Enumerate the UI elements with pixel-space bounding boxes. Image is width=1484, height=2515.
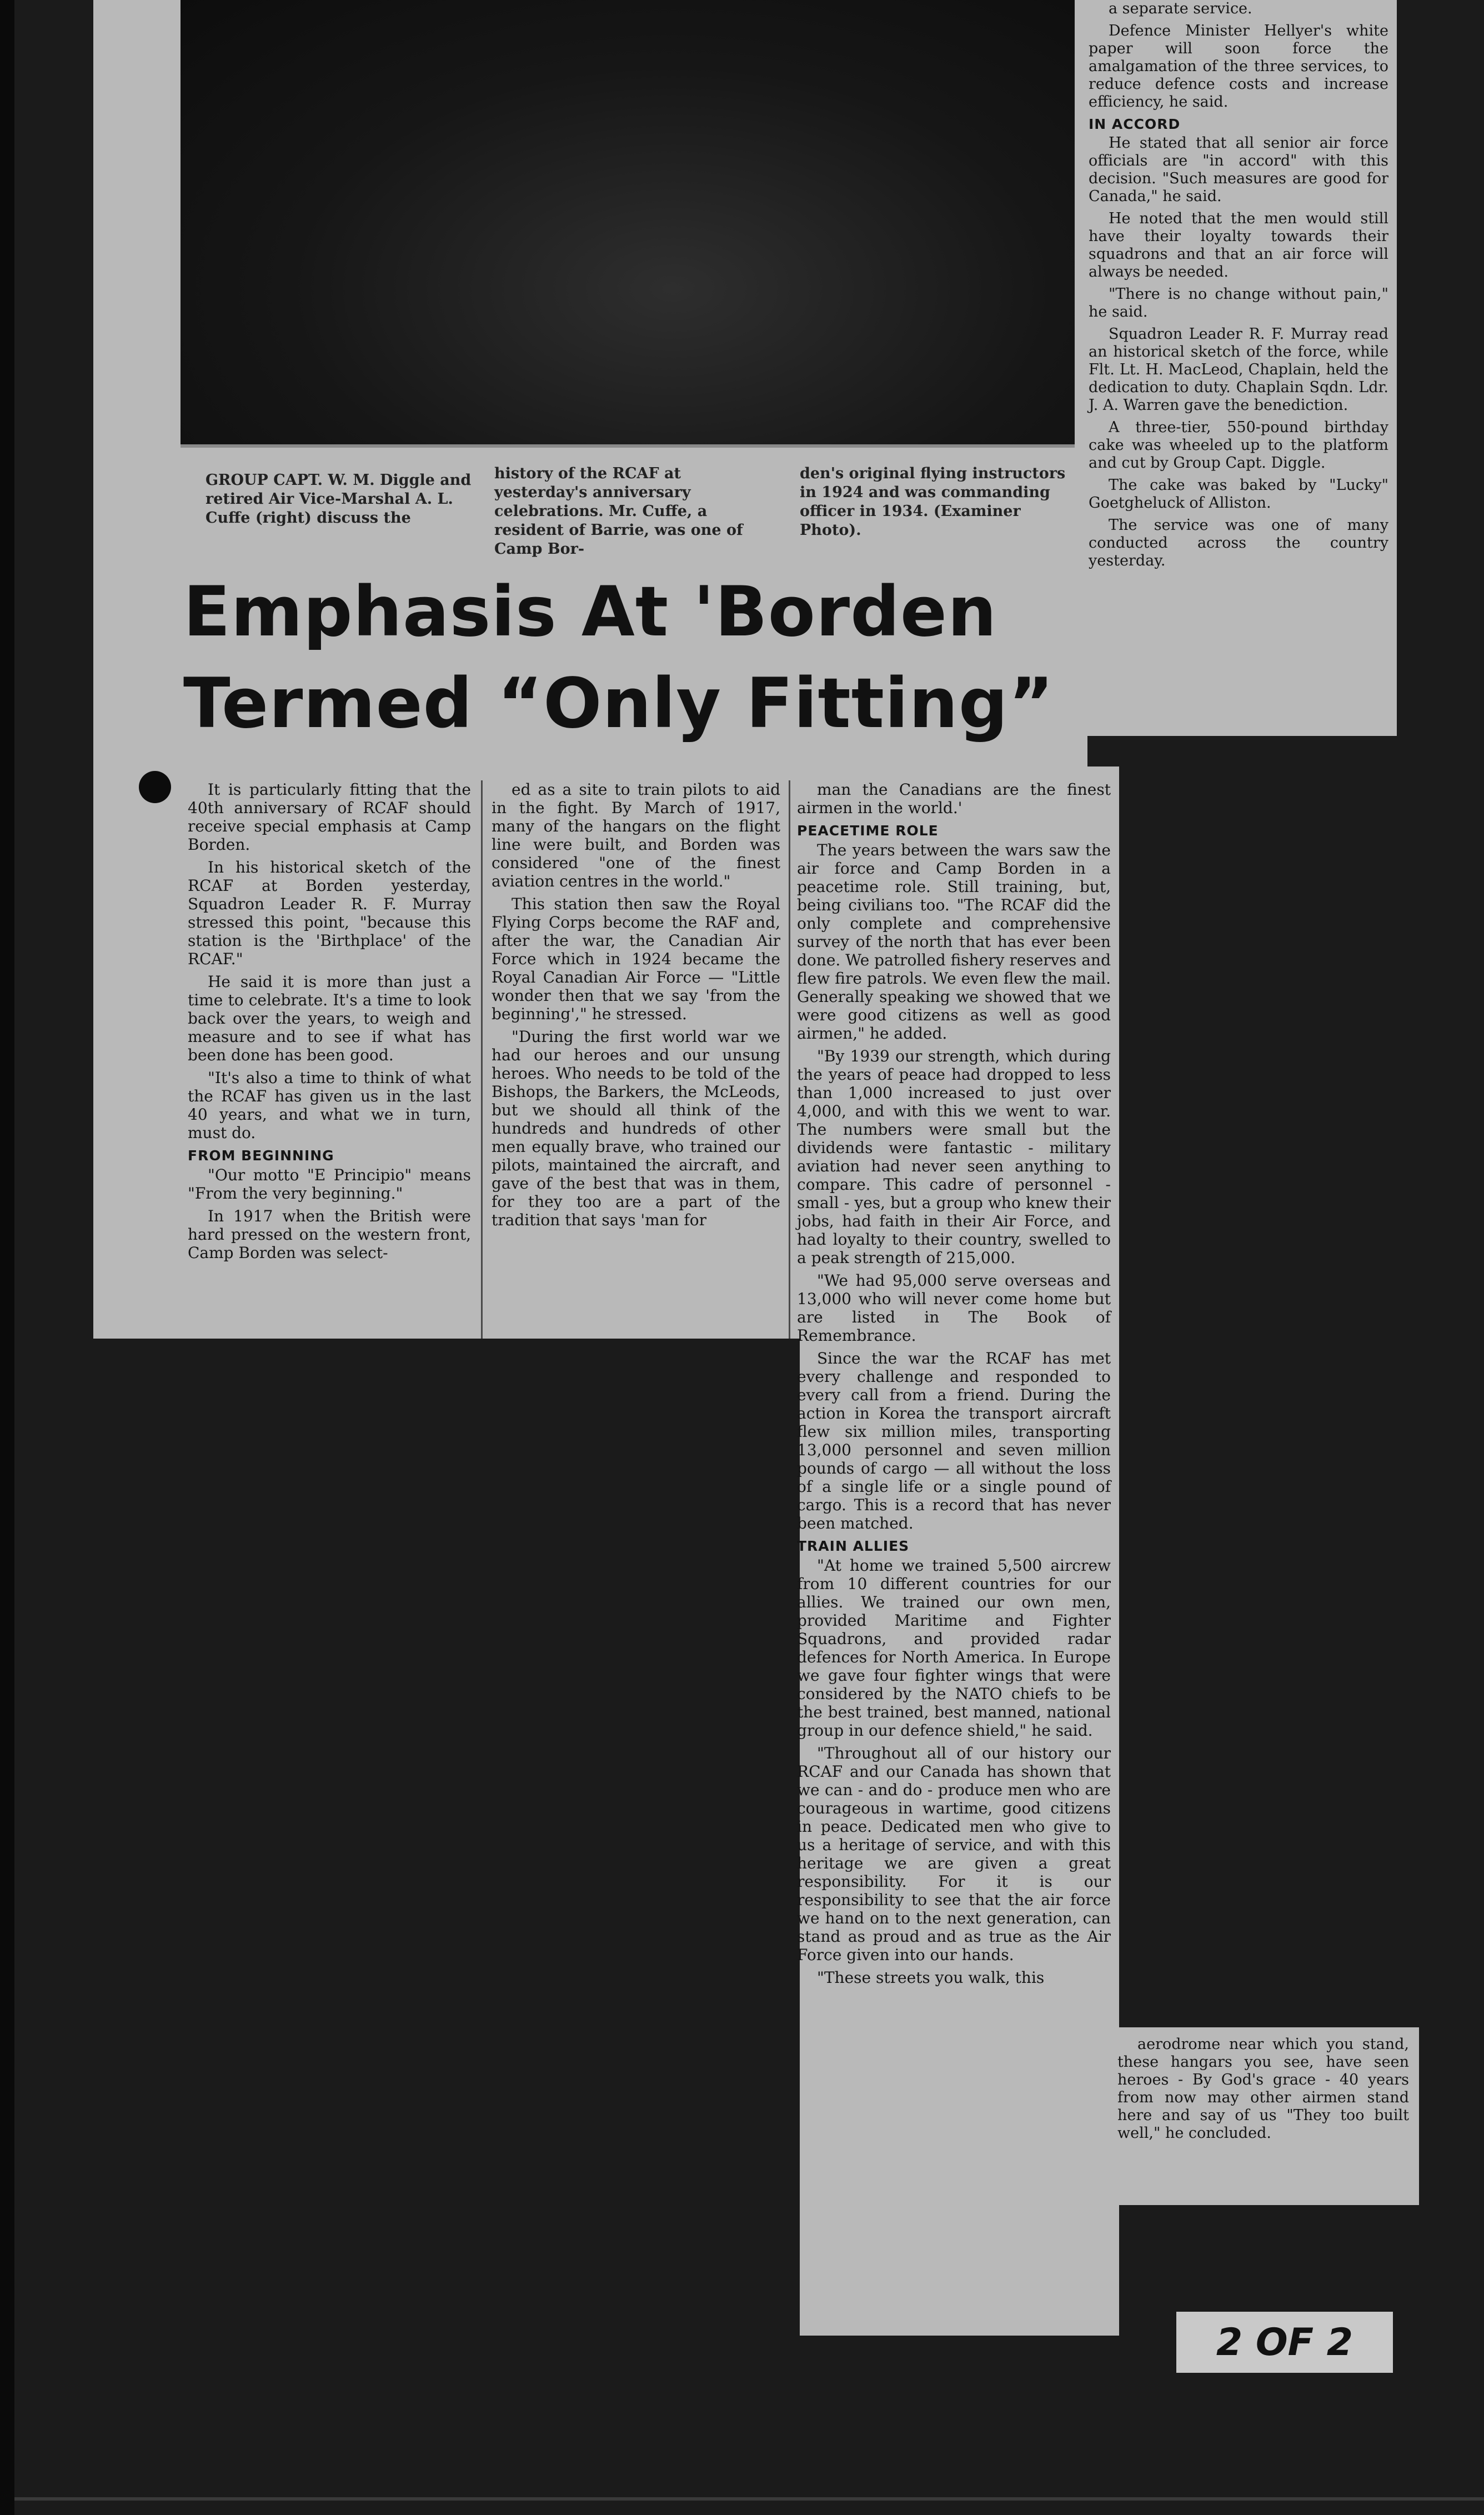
paragraph: "At home we trained 5,500 aircrew from 10 different countries for our allies. We trained our own men, provided Maritime and Fighter Squadrons, and provided radar defences for North America. In Europe we gave four fighter wings that were considered by the NATO chiefs to be the best trained, best manned, national group in our defence shield," he said. (797, 1556, 1111, 1740)
paragraph: "Our motto "E Principio" means "From the very beginning." (188, 1166, 471, 1203)
subheading: PEACETIME ROLE (797, 823, 939, 839)
article-column-1 (188, 780, 471, 1266)
page-tag: 2 OF 2 (1176, 2312, 1393, 2373)
subheading: TRAIN ALLIES (797, 1538, 910, 1554)
article-column-2 (492, 780, 780, 1234)
paragraph: "These streets you walk, this (817, 1968, 1045, 1987)
paragraph: The cake was baked by "Lucky" Goetgheluck of Alliston. (1089, 477, 1388, 512)
paragraph: Defence Minister Hellyer's white paper will soon force the amalgamation of the three services, to reduce defence costs and increase efficiency, he said. (1089, 22, 1388, 111)
paragraph: The service was one of many conducted across the country yesterday. (1089, 517, 1388, 569)
paragraph: In 1917 when the British were hard pressed on the western front, Camp Borden was select- (188, 1207, 471, 1262)
column-rule (481, 780, 483, 1339)
paragraph: In his historical sketch of the RCAF at Borden yesterday, Squadron Leader R. F. Murray stressed this point, "because this station is the 'Birthplace' of the RCAF." (188, 858, 471, 968)
column-rule (789, 780, 790, 1339)
news-photo (181, 0, 1075, 448)
subheading: FROM BEGINNING (188, 1148, 334, 1164)
paragraph: Since the war the RCAF has met every challenge and responded to every call from a friend. During the action in Korea the transport aircraft flew six million miles, transporting 13,000 personnel and seven million pounds of cargo — all without the loss of a single life or a single pound of cargo. This is a record that has never been matched. (797, 1349, 1111, 1532)
paragraph: He said it is more than just a time to celebrate. It's a time to look back over the years, to weigh and measure and to see if what has been done has been good. (188, 973, 471, 1064)
paragraph: "During the first world war we had our heroes and our unsung heroes. Who needs to be told of the Bishops, the Barkers, the McLeods, but we should all think of the hundreds and hundreds of other men equally brave, who trained our pilots, maintained the aircraft, and gave of the best that was in them, for they too are a part of the tradition that says 'man for (492, 1028, 780, 1229)
photo-caption-2: history of the RCAF at yesterday's anniversary celebrations. Mr. Cuffe, a resident of Barrie, was one of Camp Bor- (494, 465, 743, 558)
paragraph: "It's also a time to think of what the RCAF has given us in the last 40 years, and what we in turn, must do. (188, 1069, 471, 1142)
photo-caption-3: den's original flying instructors in 1924 and was commanding officer in 1934. (Examiner Photo). (800, 465, 1066, 539)
photo-caption-1: GROUP CAPT. W. M. Diggle and retired Air Vice-Marshal A. L. Cuffe (right) discuss the (205, 472, 472, 527)
paragraph: "There is no change without pain," he said. (1089, 285, 1388, 320)
subheading: IN ACCORD (1089, 116, 1181, 132)
paragraph: He stated that all senior air force officials are "in accord" with this decision. "Such measures are good for Canada," he said. (1089, 134, 1388, 205)
paragraph: It is particularly fitting that the 40th anniversary of RCAF should receive special emphasis at Camp Borden. (188, 780, 471, 854)
article-column-3 (797, 780, 1111, 1991)
article-top-right (1089, 0, 1388, 574)
paragraph: "Throughout all of our history our RCAF and our Canada has shown that we can - and do - produce men who are courageous in wartime, good citizens in peace. Dedicated men who give to us a heritage of service, and with this heritage we are given a great responsibility. For it is our responsibility to see that the air force we hand on to the next generation, can stand as proud and as true as the Air Force given into our hands. (797, 1744, 1111, 1964)
paragraph: aerodrome near which you stand, these hangars you see, have seen heroes - By God's grace - 40 years from now may other airmen stand here and say of us "They too built well," he concluded. (1117, 2036, 1409, 2142)
paragraph: The years between the wars saw the air force and Camp Borden in a peacetime role. Still training, but, being civilians too. "The RCAF did the only complete and comprehensive survey of the north that has ever been done. We patrolled fishery reserves and flew fire patrols. We even flew the mail. Generally speaking we showed that we were good citizens as well as good airmen," he added. (797, 841, 1111, 1043)
paragraph: He noted that the men would still have their loyalty towards their squadrons and that an air force will always be needed. (1089, 210, 1388, 280)
film-edge (0, 0, 14, 2515)
punch-hole (139, 771, 171, 803)
bottom-border (14, 2497, 1484, 2501)
paragraph: This station then saw the Royal Flying Corps become the RAF and, after the war, the Canadian Air Force which in 1924 became the Royal Canadian Air Force — "Little wonder then that we say 'from the beginning'," he stressed. (492, 895, 780, 1023)
paragraph: Squadron Leader R. F. Murray read an historical sketch of the force, while Flt. Lt. H. MacLeod, Chaplain, held the dedication to duty. Chaplain Sqdn. Ldr. J. A. Warren gave the benediction. (1089, 325, 1388, 414)
paragraph: ed as a site to train pilots to aid in the fight. By March of 1917, many of the hangars on the flight line were built, and Borden was considered "one of the finest aviation centres in the world." (492, 780, 780, 890)
paragraph: "We had 95,000 serve overseas and 13,000 who will never come home but are listed in The Book of Remembrance. (797, 1271, 1111, 1345)
paragraph: man the Canadians are the finest airmen in the world.' (797, 780, 1111, 817)
headline-line-1: Emphasis At 'Borden (183, 572, 997, 652)
paragraph: A three-tier, 550-pound birthday cake was wheeled up to the platform and cut by Group Capt. Diggle. (1089, 419, 1388, 472)
article-bottom-right (1117, 2036, 1409, 2147)
paragraph: a separate service. (1109, 0, 1252, 17)
paragraph: "By 1939 our strength, which during the years of peace had dropped to less than 1,000 increased to just over 4,000, and with this we went to war. The numbers were small but the dividends were fantastic - military aviation had never seen anything to compare. This cadre of personnel - small - yes, but a group who knew their jobs, had faith in their Air Force, and had loyalty to their country, swelled to a peak strength of 215,000. (797, 1047, 1111, 1267)
headline-line-2: Termed “Only Fitting” (183, 664, 1055, 744)
